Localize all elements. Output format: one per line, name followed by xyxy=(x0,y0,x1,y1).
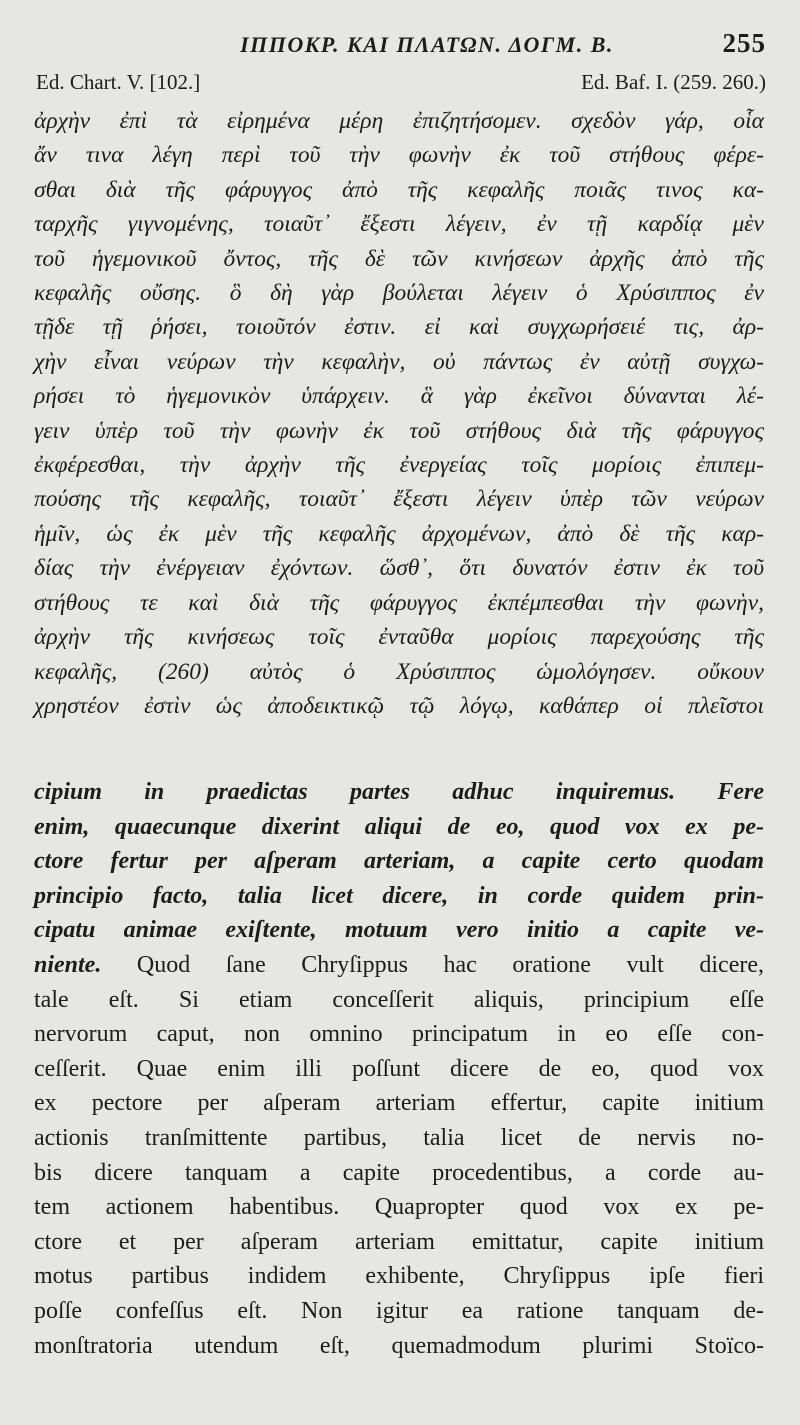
greek-text-line: ρήσει τὸ ἡγεμονικὸν ὑπάρχειν. ἃ γὰρ ἐκεῖνοι δύνανται λέ- xyxy=(34,383,764,410)
edition-basel-ref: Ed. Baf. I. (259. 260.) xyxy=(581,70,766,94)
latin-italic-text: cipatu animae exiſtente, motuum vero initio a capite ve- xyxy=(34,917,764,944)
edition-references xyxy=(36,70,766,102)
latin-roman-text: nervorum caput, non omnino principatum in eo eſſe con- xyxy=(34,1021,764,1048)
latin-italic-text: principio facto, talia licet dicere, in corde quidem prin- xyxy=(34,882,764,909)
latin-text-line xyxy=(34,1190,764,1225)
latin-text-line xyxy=(34,879,764,914)
greek-text-line: ἐκφέρεσθαι, τὴν ἀρχὴν τῆς ἐνεργείας τοῖς μορίοις ἐπιπεμ- xyxy=(34,452,764,479)
latin-text-line xyxy=(34,1294,764,1329)
latin-roman-text: ctore et per aſperam arteriam emittatur, capite initium xyxy=(34,1228,764,1255)
latin-text-line xyxy=(34,775,764,810)
latin-translation-block xyxy=(34,775,764,1363)
edition-chartier-ref: Ed. Chart. V. [102.] xyxy=(36,70,201,94)
latin-text-line xyxy=(34,1121,764,1156)
latin-roman-text: bis dicere tanquam a capite procedentibus, a corde au- xyxy=(34,1159,764,1186)
latin-roman-text: Quod ſane Chryſippus hac oratione vult dicere, xyxy=(101,951,764,978)
latin-text-line xyxy=(34,983,764,1018)
latin-text-line xyxy=(34,1259,764,1294)
latin-roman-text: motus partibus indidem exhibente, Chryſippus ipſe fieri xyxy=(34,1263,764,1290)
greek-text-line: τῇδε τῇ ῥήσει, τοιοῦτόν ἐστιν. εἰ καὶ συγχωρήσειέ τις, ἀρ- xyxy=(34,314,764,341)
running-head xyxy=(36,28,766,64)
greek-text-line: τοῦ ἡγεμονικοῦ ὄντος, τῆς δὲ τῶν κινήσεων ἀρχῆς ἀπὸ τῆς xyxy=(34,245,764,272)
latin-italic-text: cipium in praedictas partes adhuc inquiremus. Fere xyxy=(34,779,764,805)
latin-roman-text: monſtratoria utendum eſt, quemadmodum plurimi Stoïco- xyxy=(34,1332,764,1359)
latin-text-line xyxy=(34,1225,764,1260)
latin-text-line xyxy=(34,1329,764,1364)
greek-text-line: ἀρχὴν τῆς κινήσεως τοῖς ἐνταῦθα μορίοις παρεχούσης τῆς xyxy=(34,624,764,651)
greek-text-line: χὴν εἶναι νεύρων τὴν κεφαλὴν, οὐ πάντως ἐν αὐτῇ συγχω- xyxy=(34,348,764,375)
greek-text-line: κεφαλῆς οὔσης. ὃ δὴ γὰρ βούλεται λέγειν ὁ Χρύσιππος ἐν xyxy=(34,280,764,307)
latin-text-line xyxy=(34,1086,764,1121)
latin-roman-text: ceſſerit. Quae enim illi poſſunt dicere de eo, quod vox xyxy=(34,1055,764,1082)
greek-text-line: ἀρχὴν ἐπὶ τὰ εἰρημένα μέρη ἐπιζητήσομεν. σχεδὸν γάρ, οἷα xyxy=(34,108,764,134)
latin-italic-text: enim, quaecunque dixerint aliqui de eo, quod vox ex pe- xyxy=(34,813,764,840)
latin-roman-text: ex pectore per aſperam arteriam effertur, capite initium xyxy=(34,1090,764,1117)
latin-roman-text: actionis tranſmittente partibus, talia licet de nervis no- xyxy=(34,1124,764,1151)
latin-text-line xyxy=(34,948,764,983)
running-title: ΙΠΠΟΚΡ. ΚΑΙ ΠΛΑΤΩΝ. ΔΟΓΜ. Β. xyxy=(240,32,614,57)
latin-text-line xyxy=(34,913,764,948)
greek-text-line: χρηστέον ἐστὶν ὡς ἀποδεικτικῷ τῷ λόγῳ, καθάπερ οἱ πλεῖστοι xyxy=(34,692,764,719)
latin-italic-text: ctore fertur per aſperam arteriam, a capite certo quodam xyxy=(34,848,764,875)
latin-text-line xyxy=(34,810,764,845)
greek-text-line: ἄν τινα λέγη περὶ τοῦ τὴν φωνὴν ἐκ τοῦ στήθους φέρε- xyxy=(34,142,764,169)
greek-text-line: ταρχῆς γιγνομένης, τοιαῦτ᾽ ἔξεστι λέγειν, ἐν τῇ καρδίᾳ μὲν xyxy=(34,211,764,238)
latin-italic-text: niente. xyxy=(34,951,102,978)
latin-text-line xyxy=(34,1017,764,1052)
latin-roman-text: tem actionem habentibus. Quapropter quod vox ex pe- xyxy=(34,1194,764,1221)
greek-text-line: στήθους τε καὶ διὰ τῆς φάρυγγος ἐκπέμπεσθαι τὴν φωνὴν, xyxy=(34,589,764,616)
greek-text-line: κεφαλῆς, (260) αὐτὸς ὁ Χρύσιππος ὡμολόγησεν. οὔκουν xyxy=(34,658,764,685)
latin-text-line xyxy=(34,1052,764,1087)
latin-text-line xyxy=(34,1156,764,1191)
greek-text-block xyxy=(34,104,764,723)
page-number: 255 xyxy=(722,28,766,58)
greek-text-line: δίας τὴν ἐνέργειαν ἐχόντων. ὥσθ᾽, ὅτι δυνατόν ἐστιν ἐκ τοῦ xyxy=(34,555,764,582)
greek-text-line: πούσης τῆς κεφαλῆς, τοιαῦτ᾽ ἔξεστι λέγειν ὑπὲρ τῶν νεύρων xyxy=(34,486,764,513)
latin-text-line xyxy=(34,844,764,879)
greek-text-line: σθαι διὰ τῆς φάρυγγος ἀπὸ τῆς κεφαλῆς ποιᾶς τινος κα- xyxy=(34,176,764,203)
latin-roman-text: poſſe confeſſus eſt. Non igitur ea ratione tanquam de- xyxy=(34,1297,764,1324)
greek-text-line: γειν ὑπὲρ τοῦ τὴν φωνὴν ἐκ τοῦ στήθους διὰ τῆς φάρυγγος xyxy=(34,417,764,444)
greek-text-line: ἡμῖν, ὡς ἐκ μὲν τῆς κεφαλῆς ἀρχομένων, ἀπὸ δὲ τῆς καρ- xyxy=(34,520,764,547)
latin-roman-text: tale eſt. Si etiam conceſſerit aliquis, principium eſſe xyxy=(34,986,764,1013)
